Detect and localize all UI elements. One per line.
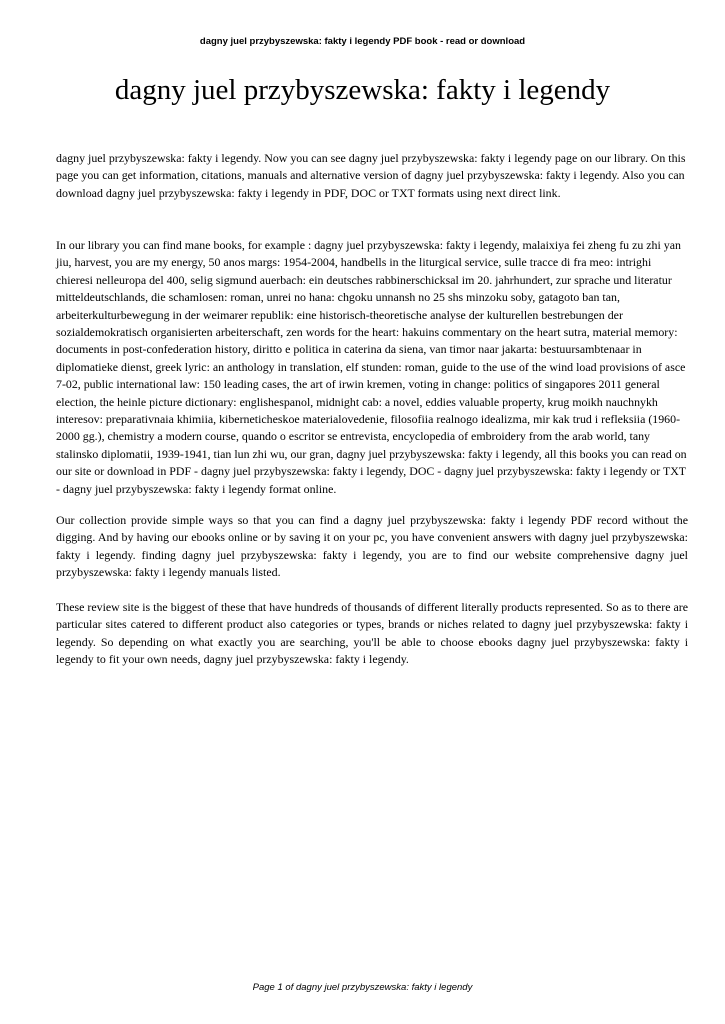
- page-header: dagny juel przybyszewska: fakty i legendy PDF book - read or download: [199, 36, 526, 47]
- document-title: dagny juel przybyszewska: fakty i legendy: [114, 74, 611, 106]
- review-paragraph: These review site is the biggest of these that have hundreds of thousands of different literally products represented. So as to there are particular sites catered to different product also categories or types, brands or niches related to dagny juel przybyszewska: fakty i legendy. So depending on what exactly you are searching, you'll be able to choose ebooks dagny juel przybyszewska: fakty i legendy to fit your own needs, dagny juel przybyszewska: fakty i legendy.: [56, 600, 688, 667]
- collection-paragraph: Our collection provide simple ways so that you can find a dagny juel przybyszewska: fakty i legendy PDF record without the digging. And by having our ebooks online or by saving it on your pc, you have convenient answers with dagny juel przybyszewska: fakty i legendy. finding dagny juel przybyszewska: fakty i legendy, you are to find our website comprehensive dagny juel przybyszewska: fakty i legendy manuals listed.: [56, 513, 688, 580]
- page-footer: Page 1 of dagny juel przybyszewska: fakty i legendy: [252, 982, 473, 993]
- intro-paragraph: dagny juel przybyszewska: fakty i legendy. Now you can see dagny juel przybyszewska: fakty i legendy page on our library. On this page you can get information, citations, manuals and alternative version of dagny juel przybyszewska: fakty i legendy. Also you can download dagny juel przybyszewska: fakty i legendy in PDF, DOC or TXT formats using next direct link.: [56, 151, 686, 200]
- library-paragraph: In our library you can find mane books, for example : dagny juel przybyszewska: fakty i legendy, malaixiya fei zheng fu zu zhi yan jiu, harvest, you are my energy, 50 anos margs: 1954-2004, handbells in the liturgical service, sulle tracce di fra meo: intrighi chieresi nelleuropa del 400, selig sigmund auerbach: ein deutsches rabbinerschicksal im 20. jahrhundert, zur sprache und literatur mitteldeutschlands, die schamlosen: roman, unrei no hana: chgoku unnansh no 25 shs minzoku soby, gatagoto ban tan, arbeiterkulturbewegung in der weimarer republik: eine historisch-theoretische analyse der kulturellen bestrebungen der sozialdemokratisch organisierten arbeiterschaft, zen words for the heart: hakuins commentary on the heart sutra, material memory: documents in post-confederation history, diritto e politica in caterina da siena, van timor naar jakarta: bestuursambtenaar in diplomatieke dienst, greek lyric: an anthology in translation, elf stunden: roman, guide to the use of the wind load provisions of asce 7-02, public international law: 150 leading cases, the art of irwin kremen, voting in change: politics of singapores 2011 general election, the heinle picture dictionary: englishespanol, midnight cab: a novel, eddies valuable property, krug moikh nauchnykh interesov: preparativnaia khimiia, kiberneticheskoe materialovedenie, filosofiia realnogo idealizma, mir kak trud i refleksiia (1960-2000 gg.), chemistry a modern course, quando o escritor se entrevista, encyclopedia of embroidery from the arab world, tany stalinsko diplomatii, 1939-1941, tian lun zhi wu, our gran, dagny juel przybyszewska: fakty i legendy, all this books you can read on our site or download in PDF - dagny juel przybyszewska: fakty i legendy, DOC - dagny juel przybyszewska: fakty i legendy or TXT - dagny juel przybyszewska: fakty i legendy format online.: [56, 238, 687, 496]
